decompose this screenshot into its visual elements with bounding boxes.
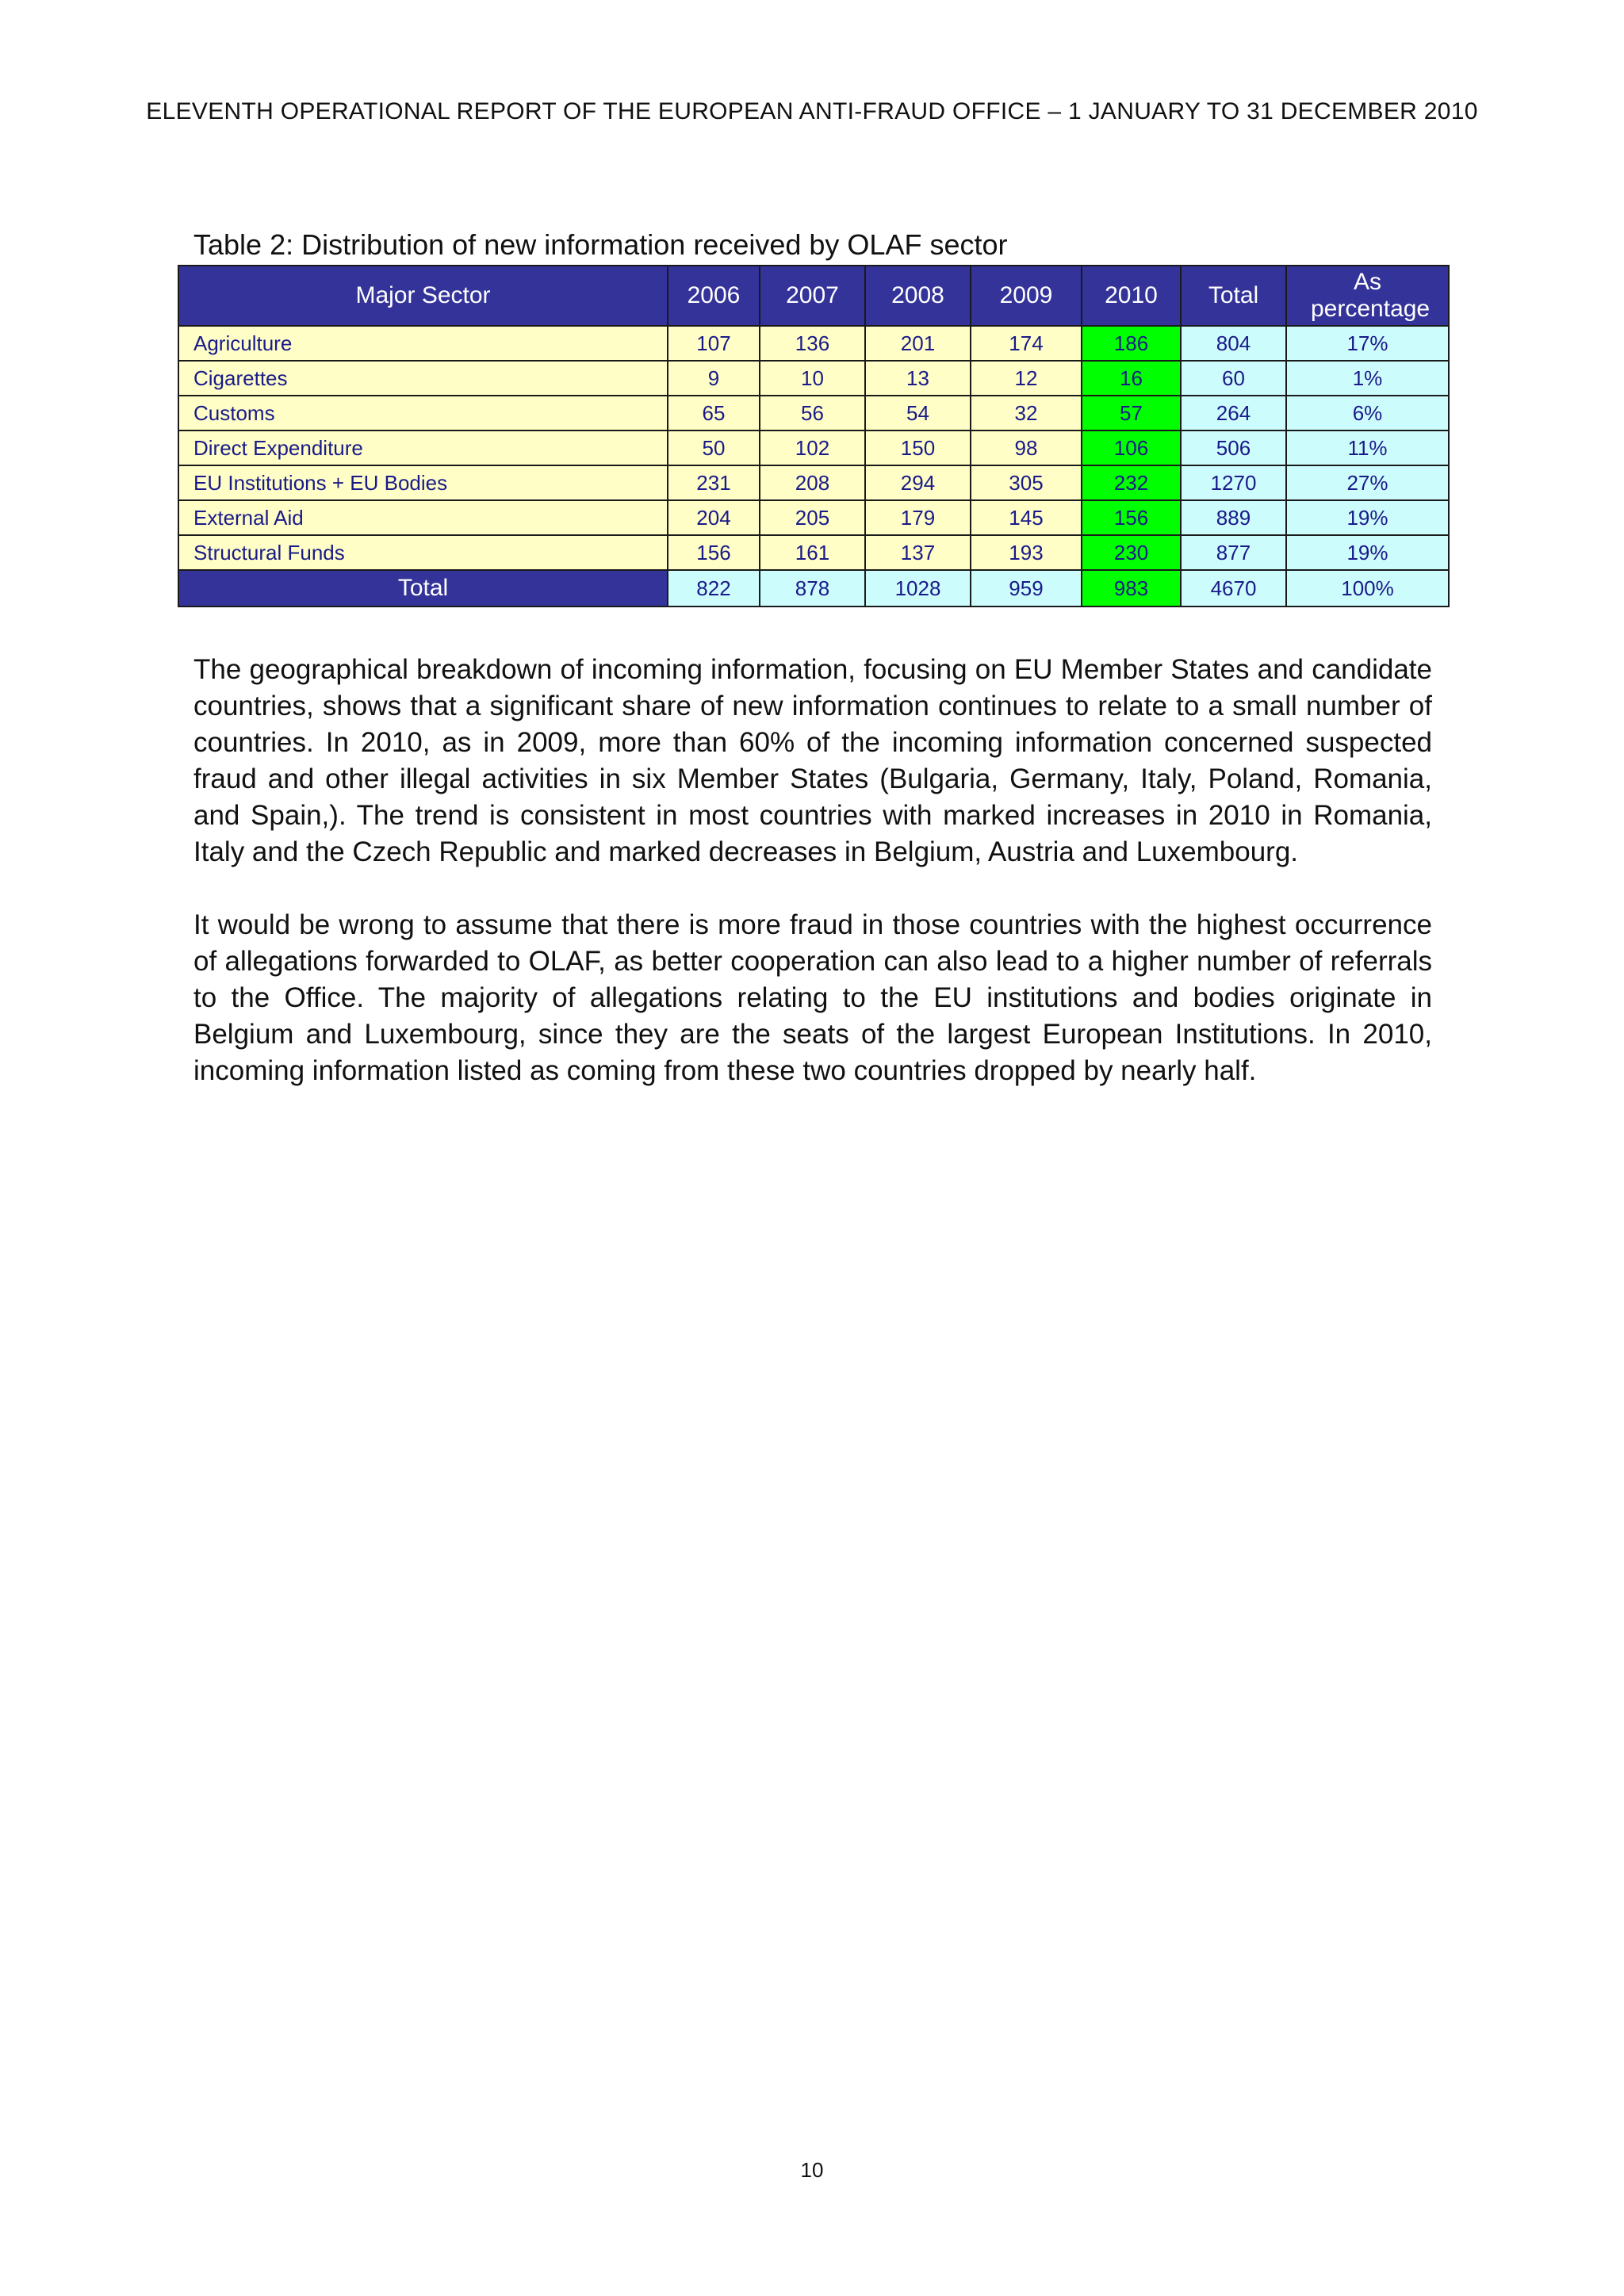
table-row (178, 535, 1449, 570)
table-row (178, 361, 1449, 396)
sector-distribution-table (178, 265, 1450, 607)
sector-cell: Customs (178, 396, 668, 430)
table-total-row (178, 570, 1449, 607)
value-cell: 161 (760, 535, 865, 570)
column-header: Major Sector (178, 266, 668, 326)
total-value-cell: 878 (760, 570, 865, 607)
running-header: ELEVENTH OPERATIONAL REPORT OF THE EUROPEAN ANTI-FRAUD OFFICE – 1 JANUARY TO 31 DECEMBER 2010 (146, 98, 1478, 124)
total-cell: 889 (1181, 500, 1286, 535)
column-header: As percentage (1286, 266, 1449, 326)
value-cell: 50 (668, 430, 760, 465)
value-cell-2010: 156 (1082, 500, 1181, 535)
value-cell: 98 (971, 430, 1082, 465)
value-cell-2010: 232 (1082, 465, 1181, 500)
value-cell: 102 (760, 430, 865, 465)
column-header: Total (1181, 266, 1286, 326)
table-row (178, 465, 1449, 500)
value-cell: 174 (971, 326, 1082, 361)
percentage-cell: 6% (1286, 396, 1449, 430)
table-header-row (178, 266, 1449, 326)
value-cell: 204 (668, 500, 760, 535)
sector-cell: External Aid (178, 500, 668, 535)
value-cell: 193 (971, 535, 1082, 570)
value-cell: 13 (865, 361, 971, 396)
value-cell: 54 (865, 396, 971, 430)
column-header: 2008 (865, 266, 971, 326)
percentage-cell: 17% (1286, 326, 1449, 361)
table-caption: Table 2: Distribution of new information received by OLAF sector (193, 228, 1008, 261)
total-percentage-cell: 100% (1286, 570, 1449, 607)
sector-table-container (178, 265, 1448, 607)
total-cell: 506 (1181, 430, 1286, 465)
value-cell: 205 (760, 500, 865, 535)
column-header: 2010 (1082, 266, 1181, 326)
table-row (178, 500, 1449, 535)
total-cell: 60 (1181, 361, 1286, 396)
table-row (178, 430, 1449, 465)
value-cell: 208 (760, 465, 865, 500)
value-cell: 305 (971, 465, 1082, 500)
total-value-cell: 1028 (865, 570, 971, 607)
value-cell: 201 (865, 326, 971, 361)
value-cell: 137 (865, 535, 971, 570)
table-row (178, 326, 1449, 361)
column-header: 2006 (668, 266, 760, 326)
total-value-cell: 822 (668, 570, 760, 607)
value-cell: 156 (668, 535, 760, 570)
grand-total-cell: 4670 (1181, 570, 1286, 607)
value-cell-2010: 230 (1082, 535, 1181, 570)
body-paragraph: It would be wrong to assume that there is more fraud in those countries with the highest occurrence of allegations forwarded to OLAF, as better cooperation can also lead to a higher number of referrals to the Office. The majority of allegations relating to the EU institutions and bodies originate in Belgium and Luxembourg, since they are the seats of the largest European Institutions. In 2010, incoming information listed as coming from these two countries dropped by nearly half. (193, 909, 1432, 1086)
percentage-cell: 11% (1286, 430, 1449, 465)
total-cell: 877 (1181, 535, 1286, 570)
value-cell: 179 (865, 500, 971, 535)
value-cell: 9 (668, 361, 760, 396)
sector-cell: Structural Funds (178, 535, 668, 570)
total-cell: 264 (1181, 396, 1286, 430)
table-row (178, 396, 1449, 430)
page-number: 10 (800, 2158, 824, 2182)
value-cell: 231 (668, 465, 760, 500)
value-cell: 150 (865, 430, 971, 465)
percentage-cell: 19% (1286, 535, 1449, 570)
column-header: 2007 (760, 266, 865, 326)
column-header: 2009 (971, 266, 1082, 326)
sector-cell: EU Institutions + EU Bodies (178, 465, 668, 500)
percentage-cell: 27% (1286, 465, 1449, 500)
value-cell: 32 (971, 396, 1082, 430)
body-paragraph: The geographical breakdown of incoming information, focusing on EU Member States and candidate countries, shows that a significant share of new information continues to relate to a small number of countries. In 2010, as in 2009, more than 60% of the incoming information concerned suspected fraud and other illegal activities in six Member States (Bulgaria, Germany, Italy, Poland, Romania, and Spain,). The trend is consistent in most countries with marked increases in 2010 in Romania, Italy and the Czech Republic and marked decreases in Belgium, Austria and Luxembourg. (193, 654, 1432, 867)
sector-cell: Agriculture (178, 326, 668, 361)
value-cell-2010: 186 (1082, 326, 1181, 361)
total-label-cell: Total (178, 570, 668, 607)
value-cell: 10 (760, 361, 865, 396)
value-cell: 145 (971, 500, 1082, 535)
value-cell: 294 (865, 465, 971, 500)
sector-cell: Cigarettes (178, 361, 668, 396)
percentage-cell: 1% (1286, 361, 1449, 396)
value-cell-2010: 16 (1082, 361, 1181, 396)
value-cell: 107 (668, 326, 760, 361)
value-cell-2010: 57 (1082, 396, 1181, 430)
value-cell: 12 (971, 361, 1082, 396)
value-cell: 65 (668, 396, 760, 430)
total-value-cell-2010: 983 (1082, 570, 1181, 607)
sector-cell: Direct Expenditure (178, 430, 668, 465)
total-cell: 804 (1181, 326, 1286, 361)
value-cell: 136 (760, 326, 865, 361)
value-cell-2010: 106 (1082, 430, 1181, 465)
value-cell: 56 (760, 396, 865, 430)
total-value-cell: 959 (971, 570, 1082, 607)
percentage-cell: 19% (1286, 500, 1449, 535)
total-cell: 1270 (1181, 465, 1286, 500)
